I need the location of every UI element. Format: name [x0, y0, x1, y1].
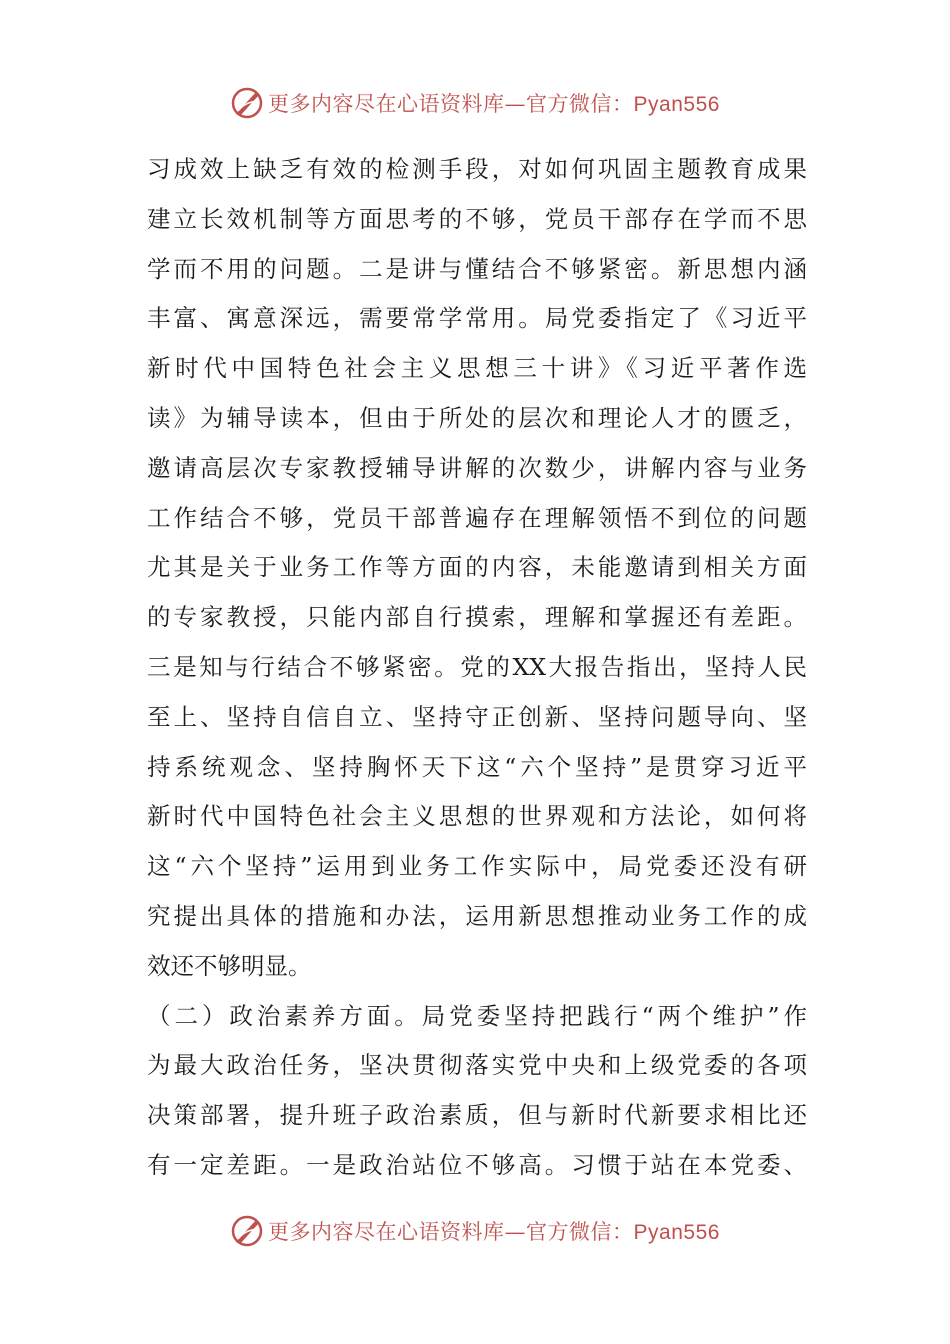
text-line: 持系统观念、坚持胸怀天下这“六个坚持”是贯穿习近平	[147, 752, 807, 781]
text-line: 工作结合不够，党员干部普遍存在理解领悟不到位的问题	[147, 503, 807, 532]
text-line: 为最大政治任务，坚决贯彻落实党中央和上级党委的各项	[147, 1051, 807, 1080]
text-line: 读》为辅导读本，但由于所处的层次和理论人才的匮乏，	[147, 403, 807, 432]
text-line: 新时代中国特色社会主义思想三十讲》《习近平著作选	[147, 354, 807, 383]
document-body	[147, 145, 807, 1191]
text-line: 邀请高层次专家教授辅导讲解的次数少，讲解内容与业务	[147, 453, 807, 482]
text-line: 效还不够明显。	[147, 951, 312, 980]
header-banner	[0, 83, 950, 123]
text-line: 尤其是关于业务工作等方面的内容，未能邀请到相关方面	[147, 553, 807, 582]
text-line: 丰富、寓意深远，需要常学常用。局党委指定了《习近平	[147, 304, 807, 333]
text-line: 的专家教授，只能内部自行摸索，理解和掌握还有差距。	[147, 603, 807, 632]
text-line: 有一定差距。一是政治站位不够高。习惯于站在本党委、	[147, 1150, 807, 1179]
text-line: 新时代中国特色社会主义思想的世界观和方法论，如何将	[147, 802, 807, 831]
text-line: 习成效上缺乏有效的检测手段，对如何巩固主题教育成果	[147, 155, 807, 183]
text-line: 学而不用的问题。二是讲与懂结合不够紧密。新思想内涵	[147, 254, 807, 283]
header-banner-id: Pyan556	[633, 93, 720, 116]
text-line: 究提出具体的措施和办法，运用新思想推动业务工作的成	[147, 901, 807, 930]
footer-banner	[0, 1211, 950, 1251]
text-line: 决策部署，提升班子政治素质，但与新时代新要求相比还	[147, 1101, 807, 1130]
text-line: （二）政治素养方面。局党委坚持把践行“两个维护”作	[147, 1001, 807, 1030]
text-line: 这“六个坚持”运用到业务工作实际中，局党委还没有研	[147, 852, 807, 881]
text-line: 至上、坚持自信自立、坚持守正创新、坚持问题导向、坚	[147, 702, 807, 731]
text-line: 建立长效机制等方面思考的不够，党员干部存在学而不思	[147, 204, 807, 233]
text-line: 三是知与行结合不够紧密。党的XX大报告指出，坚持人民	[147, 652, 807, 681]
header-banner-text: 更多内容尽在心语资料库—官方微信：	[268, 92, 634, 116]
footer-banner-id: Pyan556	[633, 1221, 720, 1244]
quill-logo-icon	[230, 1214, 264, 1248]
quill-logo-icon	[230, 86, 264, 120]
footer-banner-text: 更多内容尽在心语资料库—官方微信：	[268, 1220, 634, 1244]
